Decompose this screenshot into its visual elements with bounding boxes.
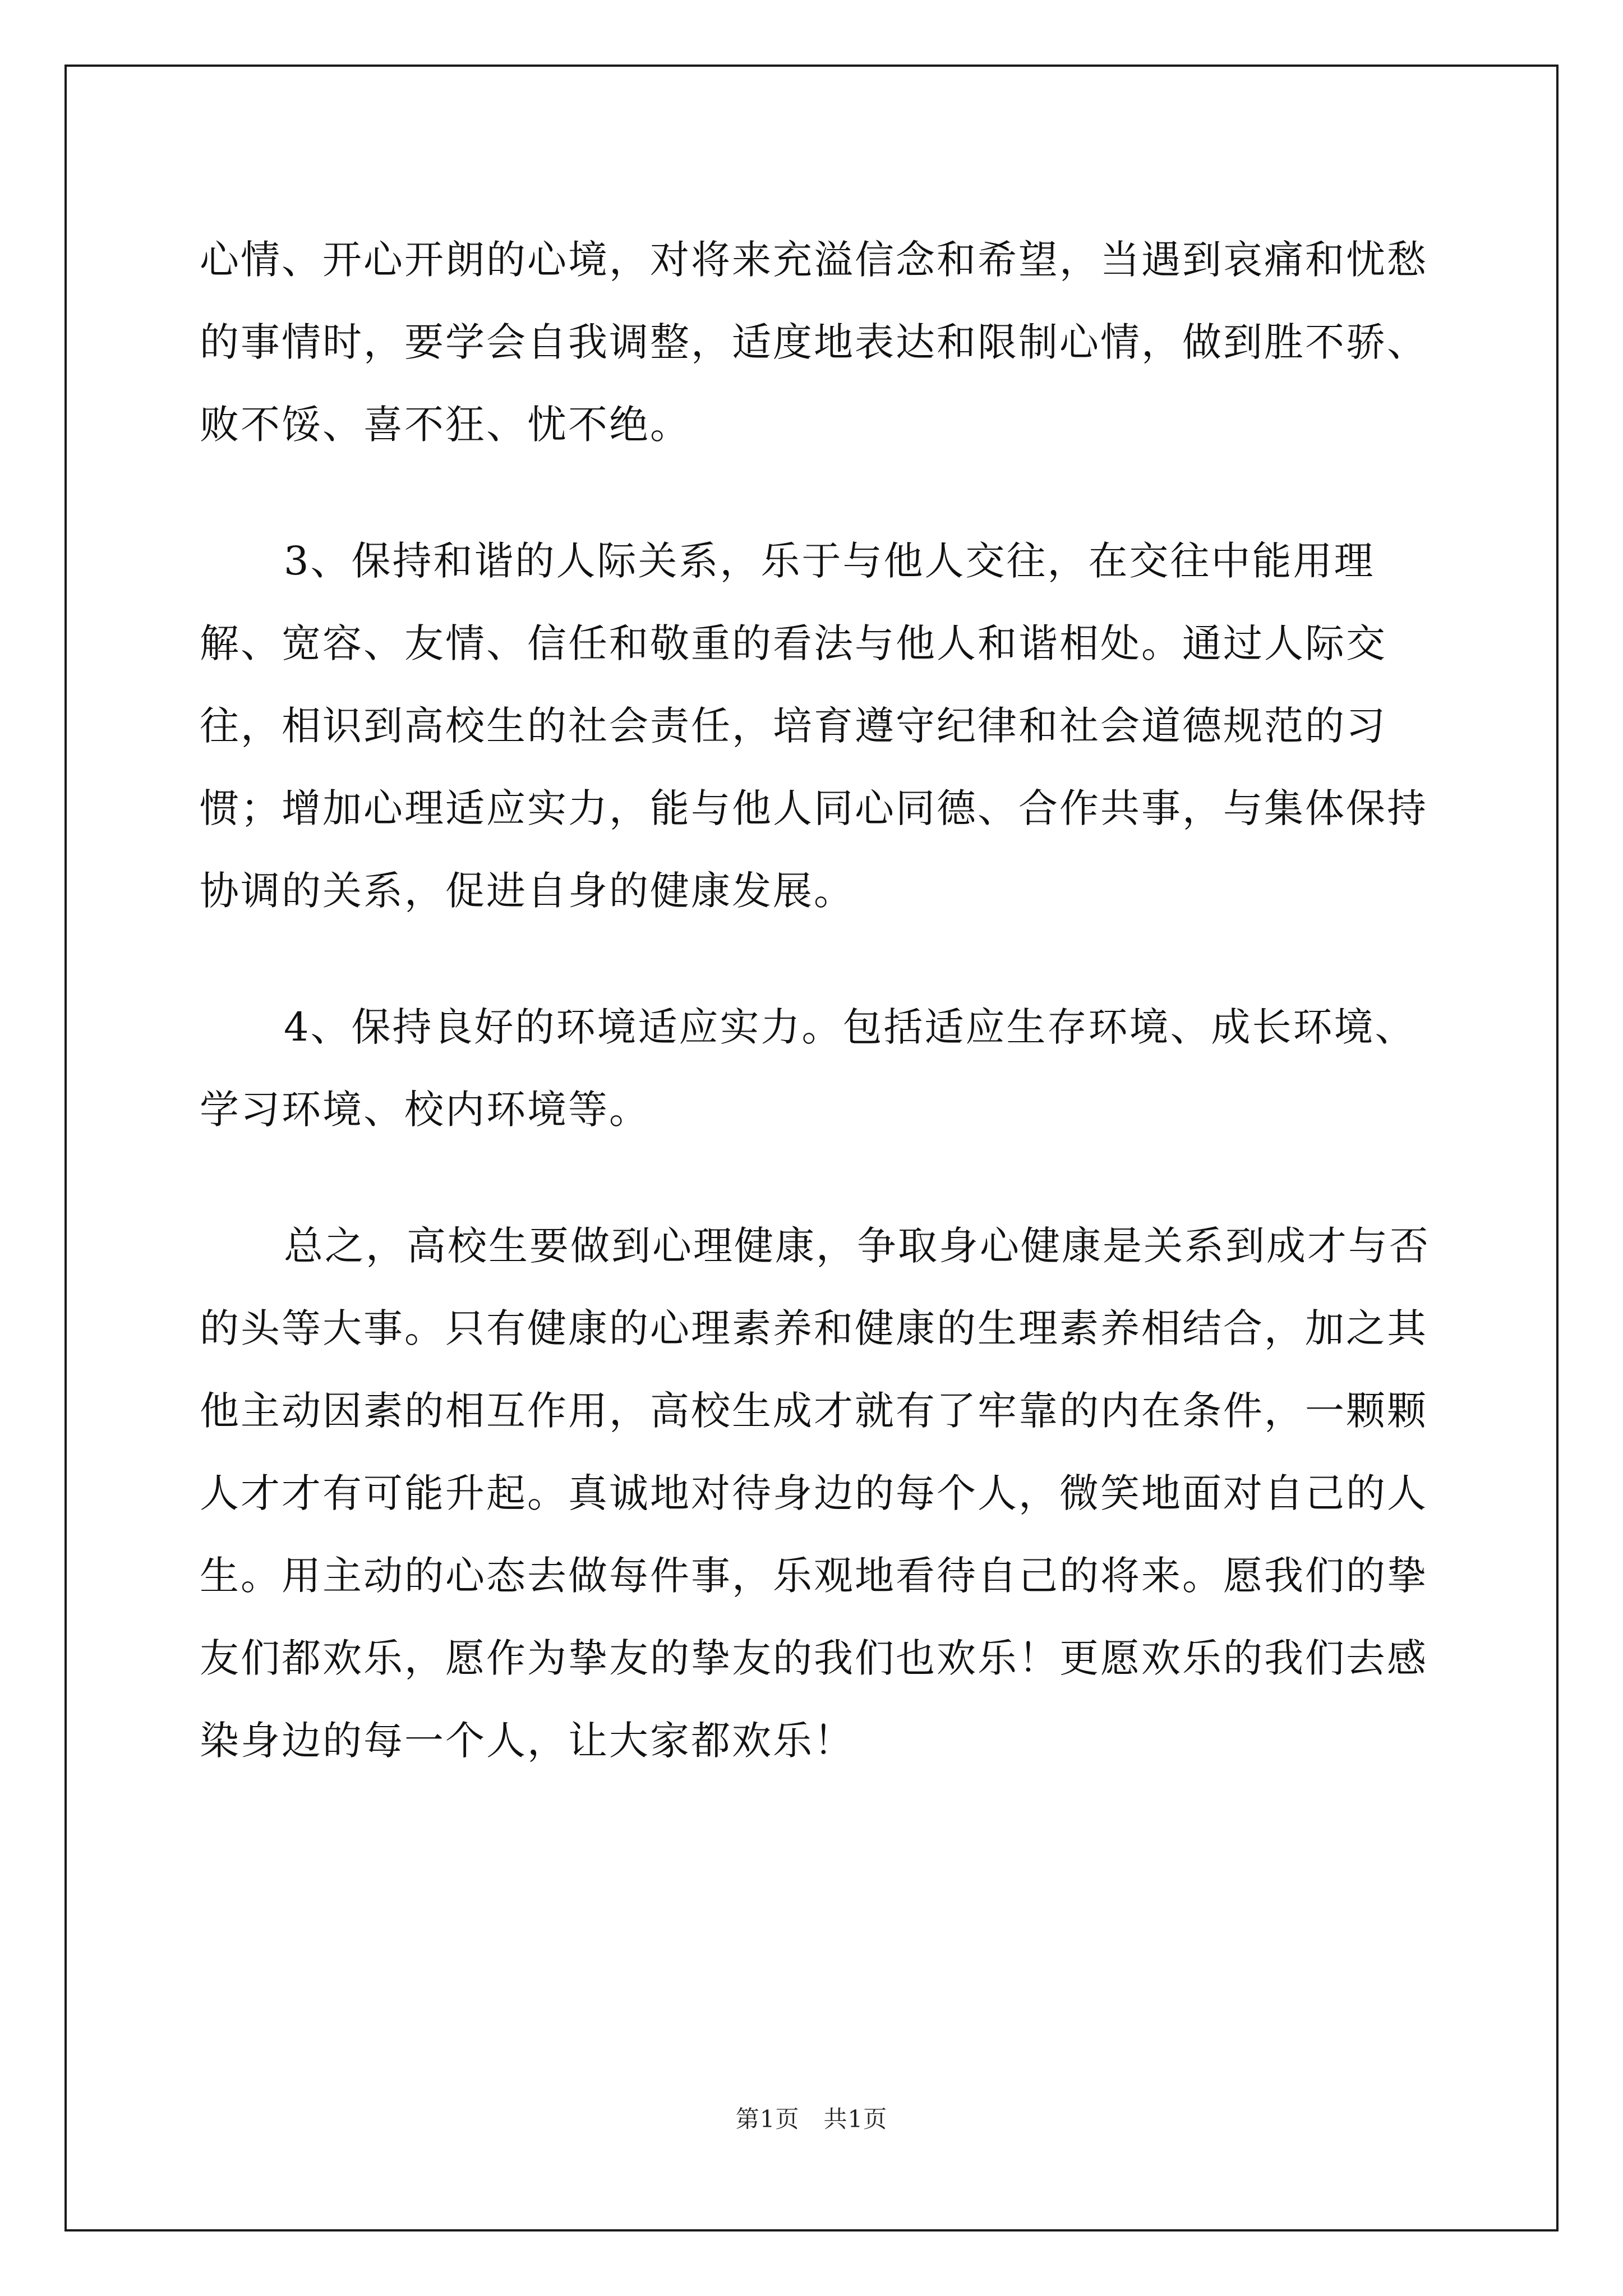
paragraph-conclusion: 总之，高校生要做到心理健康，争取身心健康是关系到成才与否的头等大事。只有健康的心理素养和健康的生理素养相结合，加之其他主动因素的相互作用，高校生成才就有了牢靠的内在条件，一颗颗人才才有可能升起。真诚地对待身边的每个人，微笑地面对自己的人生。用主动的心态去做每件事，乐观地看待自己的将来。愿我们的挚友们都欢乐，愿作为挚友的挚友的我们也欢乐！更愿欢乐的我们去感染身边的每一个人，让大家都欢乐！ [200,1223,1430,1764]
paragraph-item-3: 3、保持和谐的人际关系，乐于与他人交往，在交往中能用理解、宽容、友情、信任和敬重的看法与他人和谐相处。通过人际交往，相识到高校生的社会责任，培育遵守纪律和社会道德规范的习惯；增加心理适应实力，能与他人同心同德、合作共事，与集体保持协调的关系，促进自身的健康发展。 [200,538,1428,914]
document-body [200,219,1433,1782]
paragraph-item-4: 4、保持良好的环境适应实力。包括适应生存环境、成长环境、学习环境、校内环境等。 [200,1004,1416,1133]
page-number-footer: 第1页 共1页 [735,2105,888,2133]
paragraph-continuation: 心情、开心开朗的心境，对将来充溢信念和希望，当遇到哀痛和忧愁的事情时，要学会自我调整，适度地表达和限制心情，做到胜不骄、败不馁、喜不狂、忧不绝。 [200,237,1428,448]
